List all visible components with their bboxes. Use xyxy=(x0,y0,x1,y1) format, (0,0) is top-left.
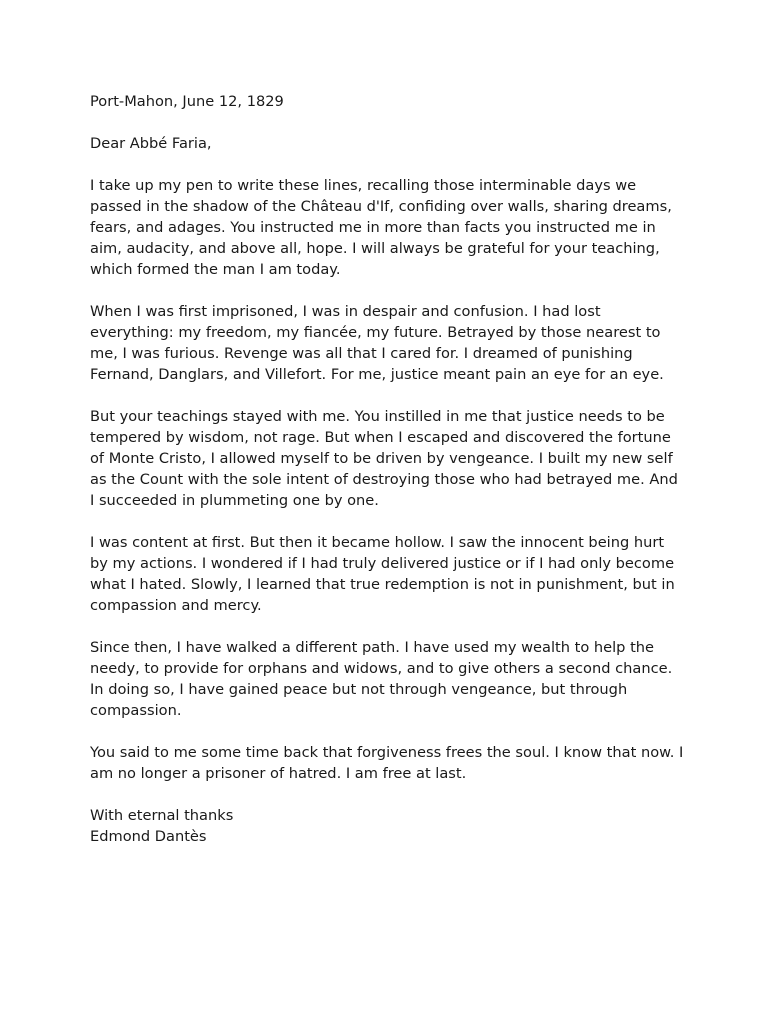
salutation: Dear Abbé Faria, xyxy=(90,135,212,152)
dateline: Port-Mahon, June 12, 1829 xyxy=(90,93,284,110)
paragraph-2: When I was first imprisoned, I was in despair and confusion. I had lost everything: my freedom, my fiancée, my future. Betrayed by those nearest to me, I was furious. Revenge was all that I cared for. I dreamed of punishing Fernand, Danglars, and Villefort. For me, justice meant pain an eye for an eye. xyxy=(90,303,664,383)
paragraph-3: But your teachings stayed with me. You instilled in me that justice needs to be tempered by wisdom, not rage. But when I escaped and discovered the fortune of Monte Cristo, I allowed myself to be driven by vengeance. I built my new self as the Count with the sole intent of destroying those who had betrayed me. And I succeeded in plummeting one by one. xyxy=(90,408,678,509)
paragraph-6: You said to me some time back that forgiveness frees the soul. I know that now. I am no longer a prisoner of hatred. I am free at last. xyxy=(90,744,684,782)
paragraph-4: I was content at first. But then it became hollow. I saw the innocent being hurt by my actions. I wondered if I had truly delivered justice or if I had only become what I hated. Slowly, I learned that true redemption is not in punishment, but in compassion and mercy. xyxy=(90,534,675,614)
closing: With eternal thanks xyxy=(90,807,234,824)
letter-body xyxy=(90,91,685,847)
paragraph-5: Since then, I have walked a different path. I have used my wealth to help the needy, to provide for orphans and widows, and to give others a second chance. In doing so, I have gained peace but not through vengeance, but through compassion. xyxy=(90,639,673,719)
paragraph-1: I take up my pen to write these lines, recalling those interminable days we passed in the shadow of the Château d'If, confiding over walls, sharing dreams, fears, and adages. You instructed me in more than facts you instructed me in aim, audacity, and above all, hope. I will always be grateful for your teaching, which formed the man I am today. xyxy=(90,177,672,278)
signature: Edmond Dantès xyxy=(90,828,207,845)
